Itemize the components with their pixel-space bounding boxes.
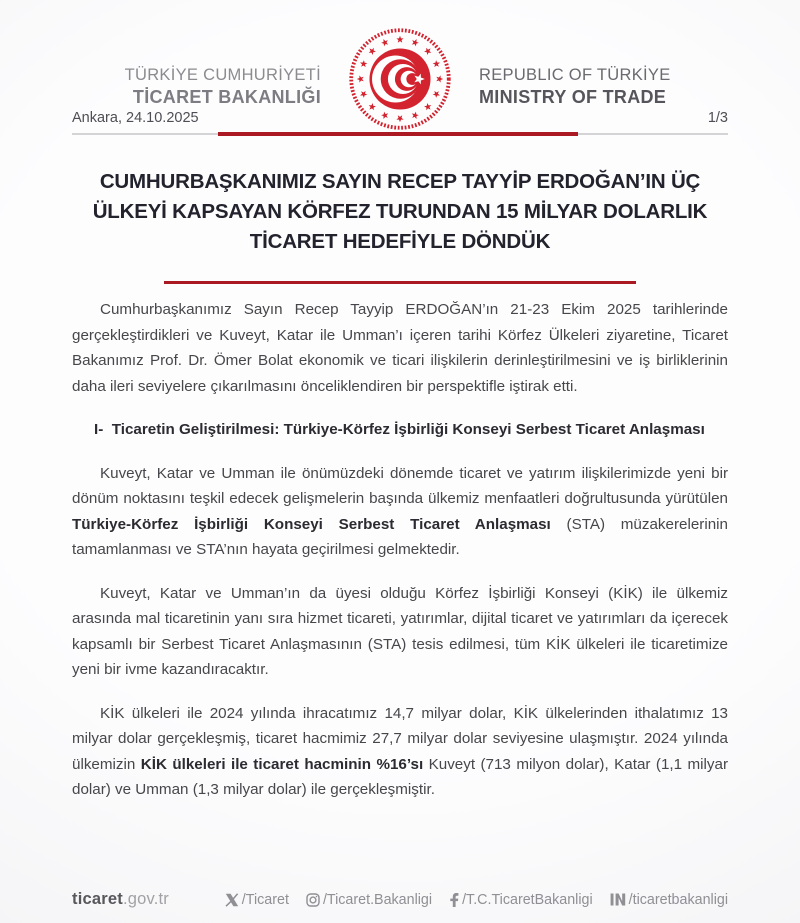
page-number: 1/3 [707, 110, 728, 126]
header [0, 0, 800, 132]
social-link-instagram[interactable] [306, 892, 432, 908]
paragraph-fta-pre: Kuveyt, Katar ve Umman ile önümüzdeki dönemde ticaret ve yatırım ilişkilerimizde yeni bir dönüm noktasını teşkil edecek gelişmelerin başında ülkemiz menfaatleri doğrultusunda yürütülen [72, 464, 728, 507]
social-handle: /Ticaret.Bakanligi [322, 891, 433, 908]
social-handle: /T.C.TicaretBakanligi [462, 891, 593, 908]
social-link-facebook[interactable] [449, 892, 593, 908]
page-title [58, 167, 742, 257]
website-link-bold: ticaret [72, 890, 123, 908]
paragraph-trade-figures [72, 701, 728, 803]
instagram-icon [306, 893, 320, 907]
title-line-1: CUMHURBAŞKANIMIZ SAYIN RECEP TAYYİP ERDOĞAN’IN ÜÇ [99, 170, 701, 193]
divider-red-segment [218, 132, 578, 136]
footer [0, 890, 800, 909]
title-line-2: ÜLKEYİ KAPSAYAN KÖRFEZ TURUNDAN 15 MİLYAR DOLARLIK [92, 200, 708, 223]
paragraph-fta-bold: Türkiye-Körfez İşbirliği Konseyi Serbest Ticaret Anlaşması [72, 515, 551, 533]
dateline: Ankara, 24.10.2025 [72, 110, 199, 126]
paragraph-fta [72, 461, 728, 563]
brand-english-line1: REPUBLIC OF TÜRKİYE [479, 65, 671, 84]
paragraph-trade-figures-bold: KİK ülkeleri ile ticaret hacminin %16’sı [140, 755, 424, 773]
facebook-icon [449, 893, 459, 907]
brand-english [479, 64, 729, 109]
x-icon [225, 893, 239, 907]
section-heading-trade-development: I- Ticaretin Geliştirilmesi: Türkiye-Körfez İşbirliği Konseyi Serbest Ticaret Anlaşması [94, 421, 705, 438]
paragraph-intro: Cumhurbaşkanımız Sayın Recep Tayyip ERDOĞAN’ın 21-23 Ekim 2025 tarihlerinde gerçekleştirdikleri ve Kuveyt, Katar ile Umman’ı içeren tarihi Körfez Ülkeleri ziyaretine, Ticaret Bakanımız Prof. Dr. Ömer Bolat ekonomik ve ticari ilişkilerin derinleştirilmesini ve iş birliklerinin daha ileri seviyelere çıkarılmasını önceliklendiren bir perspektifle iştirak etti. [72, 301, 728, 395]
website-link[interactable] [72, 890, 169, 909]
social-links [225, 892, 728, 908]
title-underline-rule [164, 281, 636, 284]
paragraph-gcc: Kuveyt, Katar ve Umman’ın da üyesi olduğu Körfez İşbirliği Konseyi (KİK) ile ülkemiz arasında mal ticaretinin yanı sıra hizmet ticareti, yatırımlar, dijital ticaret ve yatırımları da içerecek kapsamlı bir Serbest Ticaret Anlaşmasının (STA) tesis edilmesi, tüm KİK ülkeleri ile ticaretimize yeni bir ivme kazandıracaktır. [72, 584, 728, 678]
social-handle: /Ticaret [241, 891, 289, 908]
website-link-rest: .gov.tr [122, 890, 169, 908]
nsosyal-icon [610, 893, 626, 906]
brand-english-line2: MINISTRY OF TRADE [479, 86, 667, 107]
brand-turkish [71, 64, 321, 109]
meta-row [72, 110, 728, 126]
brand-turkish-line1: TÜRKİYE CUMHURİYETİ [124, 65, 321, 84]
paragraph-trade-figures-post: Kuveyt (713 milyon dolar), Katar (1,1 milyar dolar) ve Umman (1,3 milyar dolar) ile gerçekleşmiştir. [72, 755, 728, 798]
social-link-x[interactable] [225, 892, 289, 908]
paragraph-fta-post: (STA) müzakerelerinin tamamlanması ve STA’nın hayata geçirilmesi gelmektedir. [72, 515, 728, 558]
brand-turkish-line2: TİCARET BAKANLIĞI [132, 86, 321, 107]
header-divider [72, 132, 728, 137]
paragraph-trade-figures-pre: KİK ülkeleri ile 2024 yılında ihracatımız 14,7 milyar dolar, KİK ülkelerinden ithalatımız 13 milyar dolar gerçekleşmiş, ticaret hacmimiz 27,7 milyar dolar seviyesine ulaşmıştır. 2024 yılında ülkemizin [72, 704, 728, 773]
press-release-body [0, 297, 800, 803]
social-link-nsosyal[interactable] [610, 892, 728, 908]
title-line-3: TİCARET HEDEFİYLE DÖNDÜK [249, 230, 551, 253]
social-handle: /ticaretbakanligi [628, 891, 728, 908]
